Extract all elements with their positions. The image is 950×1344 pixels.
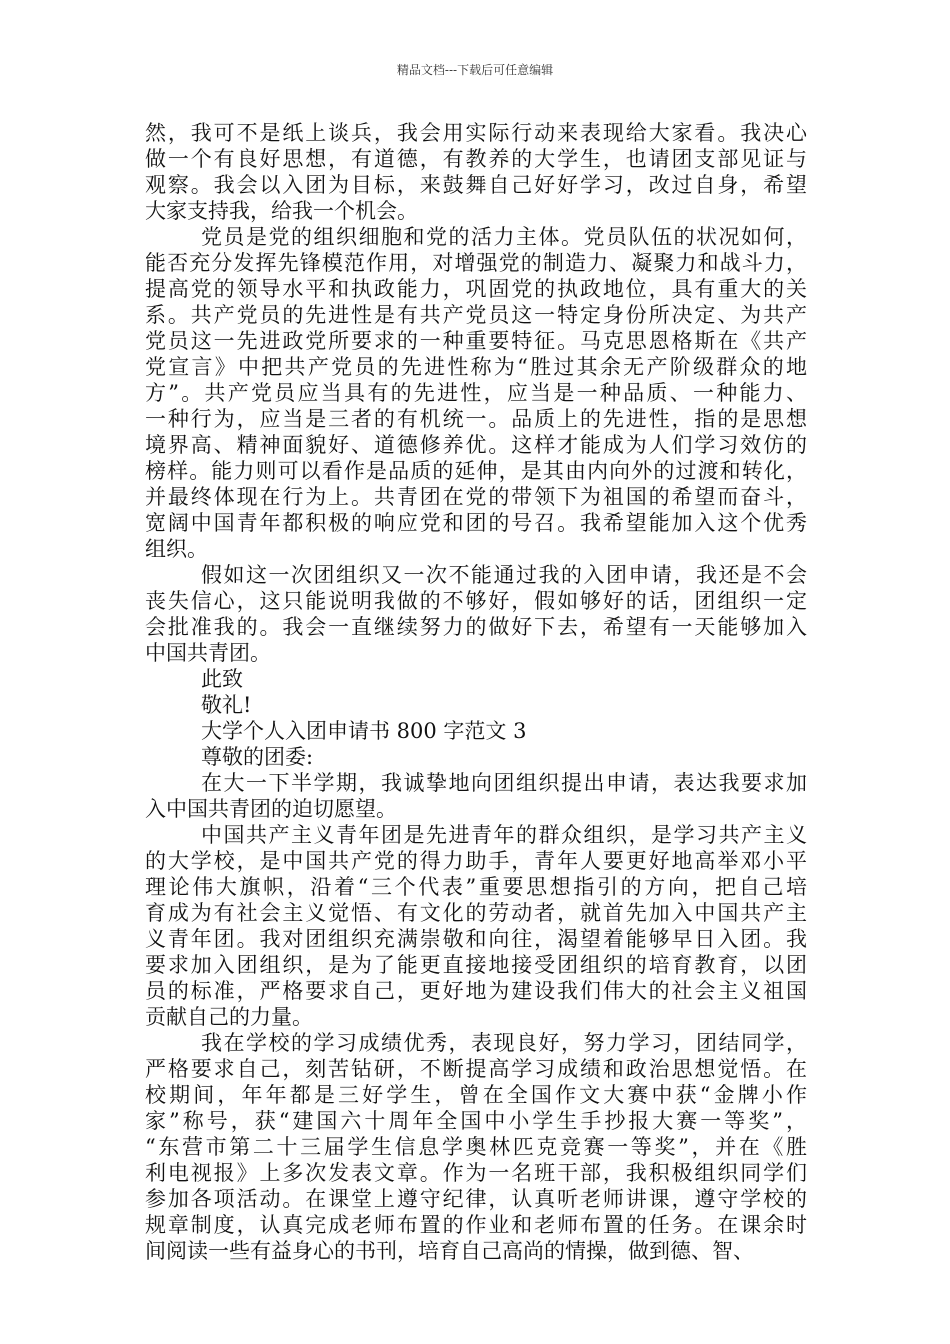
page-header: 精品文档---下载后可任意编辑: [396, 63, 554, 77]
text-line: 严格要求自己，刻苦钻研，不断提高学习成绩和政治思想觉悟。在: [145, 1057, 807, 1081]
text-line: 党宣言》中把共产党员的先进性称为“胜过其余无产阶级群众的地: [145, 355, 807, 379]
text-line: 方”。共产党员应当具有的先进性，应当是一种品质、一种能力、: [145, 381, 807, 405]
text-line: 员的标准，严格要求自己，更好地为建设我们伟大的社会主义祖国: [145, 979, 807, 1003]
text-line: 参加各项活动。在课堂上遵守纪律，认真听老师讲课，遵守学校的: [145, 1187, 807, 1211]
text-line: 义青年团。我对团组织充满崇敬和向往，渴望着能够早日入团。我: [145, 927, 807, 951]
text-line: 假如这一次团组织又一次不能通过我的入团申请，我还是不会: [201, 563, 807, 587]
text-line: 提高党的领导水平和执政能力，巩固党的执政地位，具有重大的关: [145, 277, 807, 301]
text-line: 在大一下半学期，我诚挚地向团组织提出申请，表达我要求加: [201, 771, 807, 795]
text-line: 中国共产主义青年团是先进青年的群众组织，是学习共产主义: [201, 823, 807, 847]
text-line: 党员这一先进政党所要求的一种重要特征。马克思恩格斯在《共产: [145, 329, 807, 353]
text-line: 能否充分发挥先锋模范作用，对增强党的制造力、凝聚力和战斗力，: [145, 251, 807, 275]
paragraph: [145, 718, 807, 744]
text-line: 组织。: [145, 537, 208, 561]
text-line: 此致: [201, 667, 243, 691]
text-line: 间阅读一些有益身心的书刊，培育自己高尚的情操，做到德、智、: [145, 1239, 754, 1263]
text-line: 党员是党的组织细胞和党的活力主体。党员队伍的状况如何，: [201, 225, 807, 249]
text-line: 大学个人入团申请书 800 字范文 3: [201, 719, 527, 743]
text-line: 敬礼!: [201, 693, 252, 717]
paragraph: [145, 770, 807, 822]
paragraph: [145, 744, 807, 770]
paragraph: [145, 1030, 807, 1264]
text-line: 理论伟大旗帜，沿着“三个代表”重要思想指引的方向，把自己培: [145, 875, 807, 899]
paragraph: [145, 822, 807, 1030]
text-line: 贡献自己的力量。: [145, 1005, 313, 1029]
text-line: 观察。我会以入团为目标，来鼓舞自己好好学习，改过自身，希望: [145, 173, 807, 197]
text-line: 的大学校，是中国共产党的得力助手，青年人要更好地高举邓小平: [145, 849, 807, 873]
text-line: 利电视报》上多次发表文章。作为一名班干部，我积极组织同学们: [145, 1161, 807, 1185]
text-line: 中国共青团。: [145, 641, 271, 665]
text-line: 育成为有社会主义觉悟、有文化的劳动者，就首先加入中国共产主: [145, 901, 807, 925]
text-line: 丧失信心，这只能说明我做的不够好，假如够好的话，团组织一定: [145, 589, 807, 613]
text-line: 尊敬的团委:: [201, 745, 314, 769]
paragraph: [145, 224, 807, 562]
paragraph: [145, 562, 807, 666]
text-line: 宽阔中国青年都积极的响应党和团的号召。我希望能加入这个优秀: [145, 511, 807, 535]
paragraph: [145, 666, 807, 692]
text-line: 境界高、精神面貌好、道德修养优。这样才能成为人们学习效仿的: [145, 433, 807, 457]
text-line: 我在学校的学习成绩优秀，表现良好，努力学习，团结同学，: [201, 1031, 807, 1055]
text-line: 要求加入团组织，是为了能更直接地接受团组织的培育教育，以团: [145, 953, 807, 977]
text-line: 大家支持我，给我一个机会。: [145, 199, 418, 223]
text-line: 入中国共青团的迫切愿望。: [145, 797, 397, 821]
text-line: 规章制度，认真完成老师布置的作业和老师布置的任务。在课余时: [145, 1213, 807, 1237]
text-line: 一种行为，应当是三者的有机统一。品质上的先进性，指的是思想: [145, 407, 807, 431]
text-line: 家”称号，获“建国六十周年全国中小学生手抄报大赛一等奖”，: [145, 1109, 807, 1133]
text-line: “东营市第二十三届学生信息学奥林匹克竞赛一等奖”，并在《胜: [145, 1135, 807, 1159]
text-line: 校期间，年年都是三好学生，曾在全国作文大赛中获“金牌小作: [145, 1083, 807, 1107]
text-line: 并最终体现在行为上。共青团在党的带领下为祖国的希望而奋斗，: [145, 485, 807, 509]
paragraph: [145, 692, 807, 718]
text-line: 会批准我的。我会一直继续努力的做好下去，希望有一天能够加入: [145, 615, 807, 639]
text-line: 系。共产党员的先进性是有共产党员这一特定身份所决定、为共产: [145, 303, 807, 327]
paragraph: [145, 120, 807, 224]
document-body: [145, 120, 807, 1264]
text-line: 然，我可不是纸上谈兵，我会用实际行动来表现给大家看。我决心: [145, 121, 807, 145]
text-line: 做一个有良好思想，有道德，有教养的大学生，也请团支部见证与: [145, 147, 807, 171]
text-line: 榜样。能力则可以看作是品质的延伸，是其由内向外的过渡和转化，: [145, 459, 807, 483]
